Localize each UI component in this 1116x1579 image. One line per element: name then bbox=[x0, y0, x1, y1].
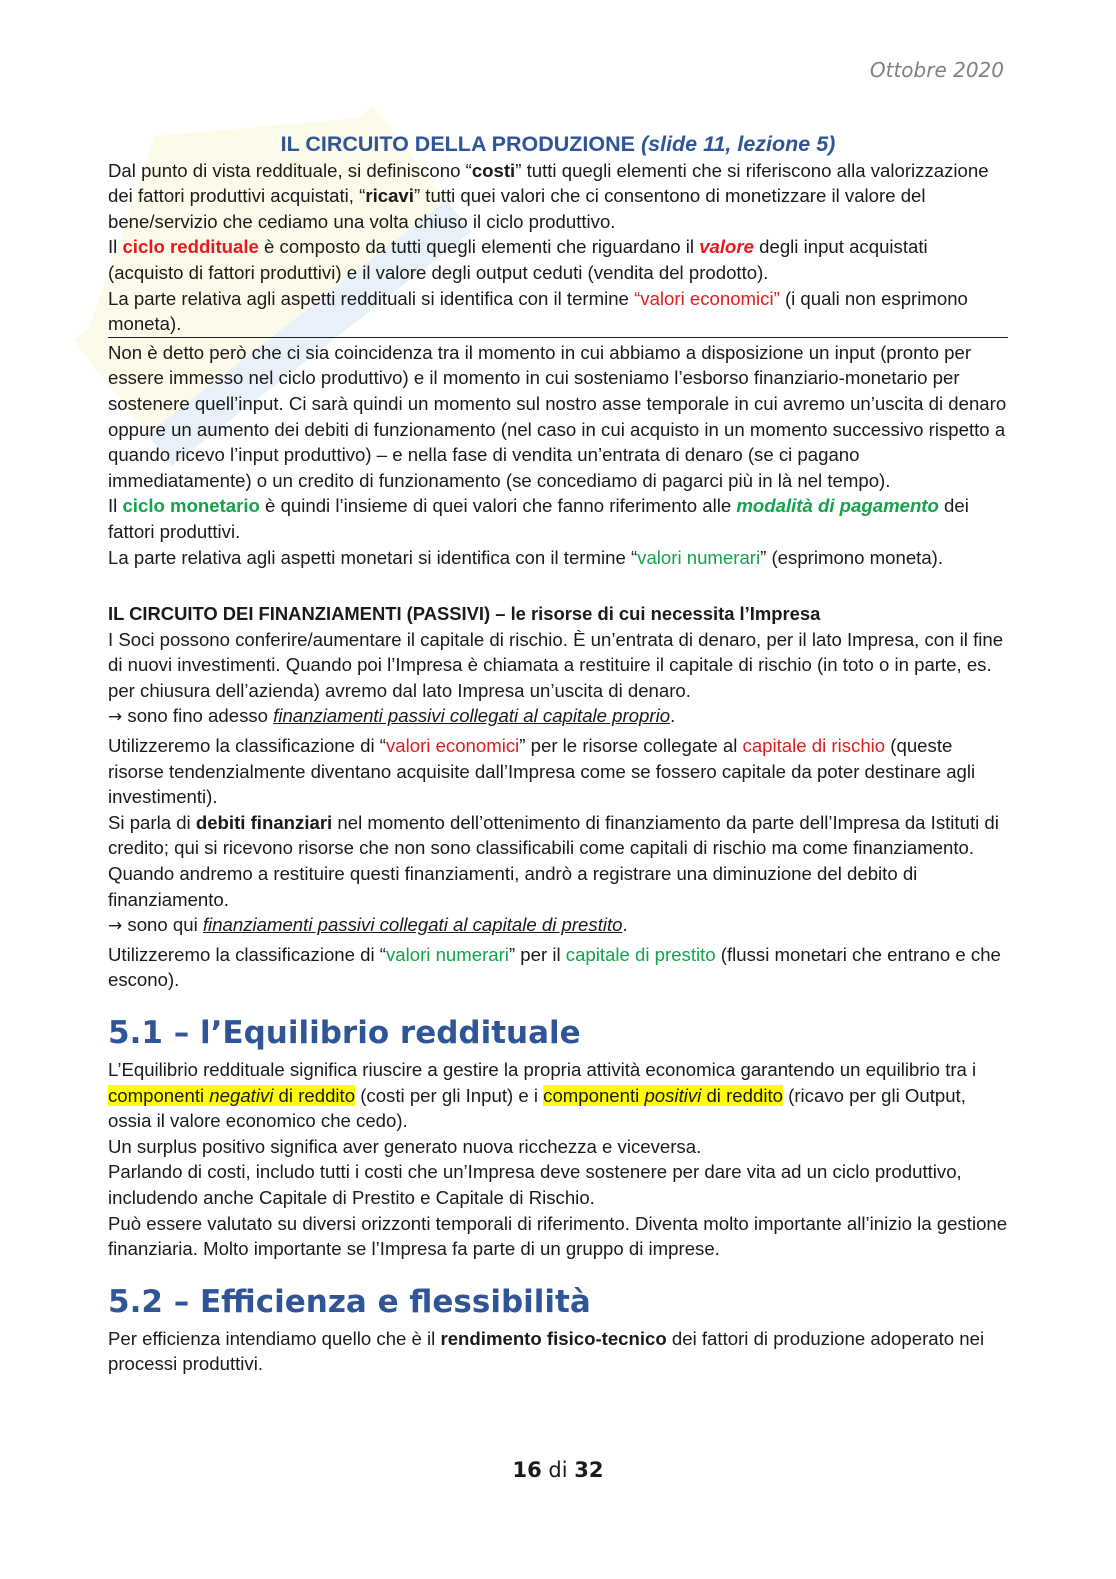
subsection-heading: IL CIRCUITO DEI FINANZIAMENTI (PASSIVI) – le risorse di cui necessita l’Impresa bbox=[108, 603, 821, 625]
paragraph-costi: Parlando di costi, includo tutti i costi che un’Impresa deve sostenere per dare vita ad un ciclo produttivo, includendo anche Capitale di Prestito e Capitale di Rischio. bbox=[108, 1161, 962, 1208]
paragraph-surplus: Un surplus positivo significa aver generato nuova ricchezza e viceversa. bbox=[108, 1135, 702, 1157]
heading-5-2: 5.2 – Efficienza e flessibilità bbox=[108, 1283, 591, 1320]
page-number: 16 di 32 bbox=[512, 1458, 604, 1482]
paragraph-debiti-finanziari: Si parla di debiti finanziari nel momento dell’ottenimento di finanziamento da parte dell’Impresa da Istituti di credito; qui si ricevono risorse che non sono classificabili come capitali di rischio ma come finanziamento. Quando andremo a restituire questi finanziamenti, andrò a registrare una diminuzione del debito di finanziamento. bbox=[108, 811, 999, 910]
paragraph-valori-numerari: La parte relativa agli aspetti monetari si identifica con il termine “valori numerari” (esprimono moneta). bbox=[108, 546, 944, 568]
heading-5-1: 5.1 – l’Equilibrio reddituale bbox=[108, 1015, 581, 1051]
highlight-positivi: componenti positivi di reddito bbox=[543, 1084, 783, 1106]
paragraph-coincidenza: Non è detto però che ci sia coincidenza tra il momento in cui abbiamo a disposizione un input (pronto per essere immesso nel ciclo produttivo) e il momento in cui sosteniamo l’esborso finanziario-monetario per sostenere quell’input. Ci sarà quindi un momento sul nostro asse temporale in cui avremo un’uscita di denaro oppure un aumento dei debiti di funzionamento (nel caso in cui acquisto in un momento successivo rispetto a quando ricevo l’input produttivo) – e nella fase di vendita un’entrata di denaro (se ci pagano immediatamente) o un credito di funzionamento (se concediamo di pagarci più in là nel tempo). bbox=[108, 341, 1007, 491]
paragraph-equilibrio: L’Equilibrio reddituale significa riuscire a gestire la propria attività economica garantendo un equilibrio tra i componenti negativi di reddito (costi per gli Input) e i componenti positivi di reddito (ricavo per gli Output, ossia il valore economico che cedo). bbox=[108, 1059, 977, 1132]
paragraph-ciclo-reddituale: Il ciclo reddituale è composto da tutti quegli elementi che riguardano il valore degli input acquistati (acquisto di fattori produttivi) e il valore degli output ceduti (vendita del prodotto). bbox=[108, 236, 928, 283]
page-content bbox=[108, 132, 1008, 1377]
paragraph-soci: I Soci possono conferire/aumentare il capitale di rischio. È un’entrata di denaro, per il lato Impresa, con il fine di nuovi investimenti. Quando poi l’Impresa è chiamata a restituire il capitale di rischio (in toto o in parte, es. per chiusura dell’azienda) avremo dal lato Impresa un’uscita di denaro. bbox=[108, 628, 1004, 701]
paragraph-valori-economici: La parte relativa agli aspetti reddituali si identifica con il termine “valori economici” (i quali non esprimono moneta). bbox=[108, 286, 1008, 338]
paragraph-capitale-rischio: Utilizzeremo la classificazione di “valori economici” per le risorse collegate al capitale di rischio (queste risorse tendenzialmente diventano acquisite dall’Impresa come se fossero capitale da poter destinare agli investimenti). bbox=[108, 735, 976, 808]
paragraph-orizzonti: Può essere valutato su diversi orizzonti temporali di riferimento. Diventa molto importante all’inizio la gestione finanziaria. Molto importante se l’Impresa fa parte di un gruppo di imprese. bbox=[108, 1212, 1008, 1260]
header-date: Ottobre 2020 bbox=[869, 58, 1004, 82]
arrow-note-capitale-proprio: → sono fino adesso finanziamenti passivi collegati al capitale proprio. bbox=[108, 705, 676, 728]
paragraph-costi-ricavi: Dal punto di vista reddituale, si definiscono “costi” tutti quegli elementi che si riferiscono alla valorizzazione dei fattori produttivi acquistati, “ricavi” tutti quei valori che ci consentono di monetizzare il valore del bene/servizio che cediamo una volta chiuso il ciclo produttivo. bbox=[108, 159, 989, 232]
arrow-right-icon: → bbox=[108, 916, 123, 937]
paragraph-capitale-prestito: Utilizzeremo la classificazione di “valori numerari” per il capitale di prestito (flussi monetari che entrano e che escono). bbox=[108, 943, 1001, 991]
paragraph-ciclo-monetario: Il ciclo monetario è quindi l’insieme di quei valori che fanno riferimento alle modalità di pagamento dei fattori produttivi. bbox=[108, 495, 969, 542]
paragraph-efficienza: Per efficienza intendiamo quello che è il rendimento fisico-tecnico dei fattori di produzione adoperato nei processi produttivi. bbox=[108, 1327, 985, 1375]
arrow-note-capitale-prestito: → sono qui finanziamenti passivi collegati al capitale di prestito. bbox=[108, 914, 628, 937]
arrow-right-icon: → bbox=[108, 707, 123, 728]
highlight-negativi: componenti negativi di reddito bbox=[108, 1084, 356, 1106]
section-title: IL CIRCUITO DELLA PRODUZIONE (slide 11, lezione 5) bbox=[280, 132, 836, 156]
